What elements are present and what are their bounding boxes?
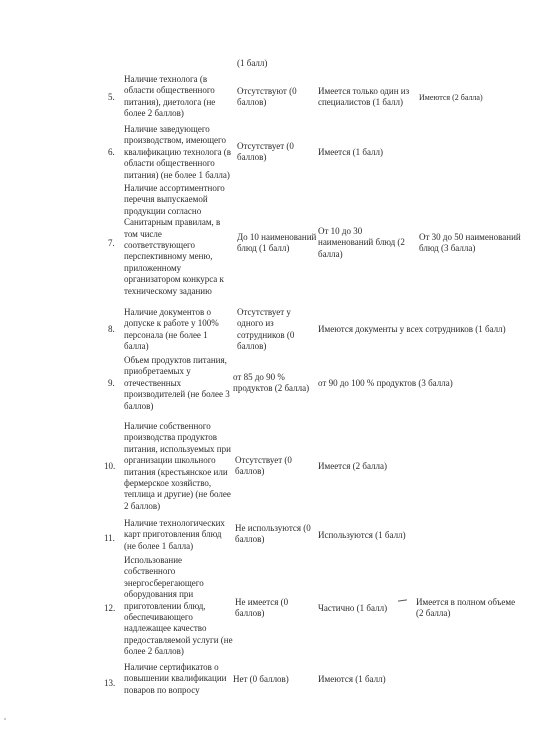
row-number: 10. (104, 461, 116, 471)
row-score-low: Отсутствует у одного из сотрудников (0 баллов) (237, 307, 295, 352)
row-criterion: Наличие сертификатов о повышении квалификации поваров по вопросу (124, 662, 227, 695)
row-score-mid: Используются (1 балл) (318, 530, 406, 540)
row-number: 11. (104, 533, 115, 543)
row-score-low: Не используются (0 баллов) (235, 523, 311, 545)
row-number: 7. (108, 238, 115, 248)
row-score-low: Отсутствует (0 баллов) (237, 141, 294, 163)
row-number: 6. (108, 147, 115, 157)
row-score-high: От 30 до 50 наименований блюд (3 балла) (419, 232, 521, 254)
row-criterion: Наличие технологических карт приготовления блюд (не более 1 балла) (124, 518, 225, 551)
row-score-low: от 85 до 90 % продуктов (2 балла) (233, 372, 310, 394)
row-number: 12. (104, 603, 116, 613)
row-score-mid: От 10 до 30 наименований блюд (2 балла) (318, 226, 405, 259)
row-number: 9. (108, 378, 115, 388)
row-score-mid: Частично (1 балл) (318, 603, 388, 613)
row-score-high: Имеется в полном объеме (2 балла) (416, 597, 516, 619)
row-criterion: Наличие заведующего производством, имеющего квалификацию технолога (в области общественного питания) (не более 1 балла) (124, 124, 232, 180)
row-criterion: Наличие ассортиментного перечня выпускаемой продукции согласно Санитарным правилам, в том числе соответствующего перспективному меню, приложенному организатором конкурса к техническому заданию (124, 183, 225, 296)
row-number: 8. (108, 324, 115, 334)
row-number: 13. (104, 678, 116, 688)
row-criterion: Наличие документов о допуске к работе у 100% персонала (не более 1 балла) (124, 307, 219, 352)
row-score-low: До 10 наименований блюд (1 балл) (237, 232, 317, 254)
row-score-high: Имеются (2 балла) (419, 93, 483, 102)
row-score-mid: Имеется (2 балла) (318, 461, 387, 471)
top-fragment: (1 балл) (237, 58, 268, 68)
row-score-low: Отсутствует (0 баллов) (235, 455, 292, 477)
pen-mark (398, 599, 407, 601)
row-score-mid: от 90 до 100 % продуктов (3 балла) (318, 378, 453, 388)
row-score-mid: Имеется только один из специалистов (1 балл) (318, 86, 410, 108)
row-score-mid: Имеется (1 балл) (318, 147, 383, 157)
row-score-low: Нет (0 баллов) (233, 674, 289, 684)
row-score-low: Отсутствуют (0 баллов) (237, 86, 297, 108)
row-number: 5. (108, 92, 115, 102)
row-criterion: Наличие технолога (в области общественного питания), диетолога (не более 2 баллов) (124, 74, 216, 119)
row-criterion: Объем продуктов питания, приобретаемых у отечественных производителей (не более 3 баллов) (124, 355, 230, 411)
row-score-low: Не имеется (0 баллов) (235, 597, 289, 619)
row-criterion: Использование собственного энергосберегающего оборудования при приготовлении блюд, обеспечивающего надлежащее качество предоставляемой услуги (не более 2 баллов) (124, 555, 233, 657)
row-score-mid: Имеются документы у всех сотрудников (1 балл) (318, 324, 506, 334)
row-score-mid: Имеются (1 балл) (318, 674, 386, 684)
row-criterion: Наличие собственного производства продуктов питания, используемых при организации школьного питания (крестьянское или фермерское хозяйство, теплица и другие) (не более 2 баллов) (124, 421, 231, 511)
scan-speck (4, 718, 6, 720)
